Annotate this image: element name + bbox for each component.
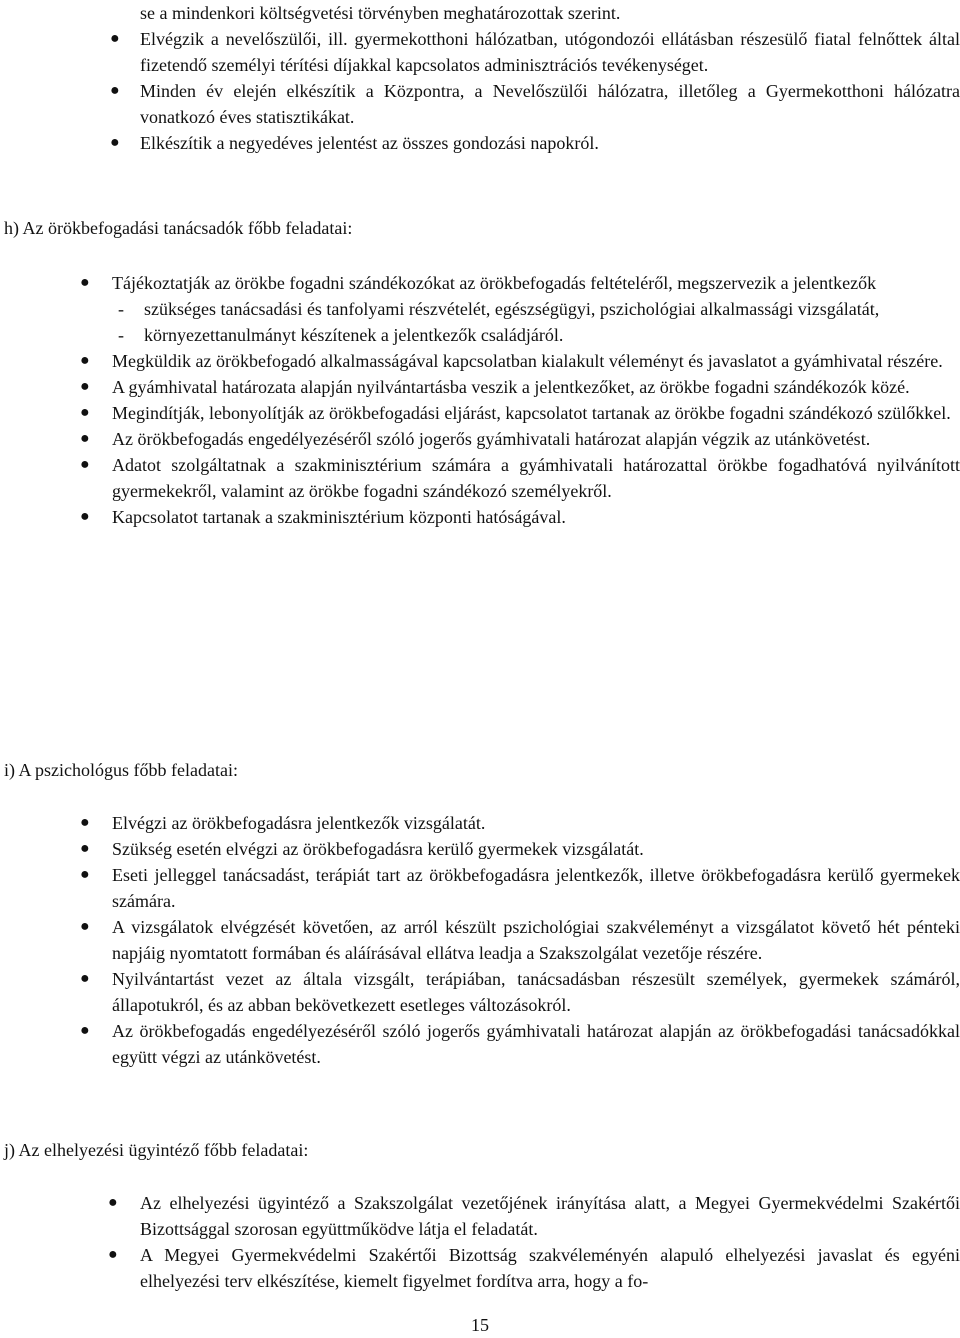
list-item: ● Eseti jelleggel tanácsadást, terápiát tart az örökbefogadásra jelentkezők, illetve örökbefogadásra kerülő gyermekek számára. xyxy=(112,862,960,914)
dash-marker: - xyxy=(118,325,124,345)
list-item: ● Adatot szolgáltatnak a szakminisztérium számára a gyámhivatali határozattal örökbe fogadhatóvá nyilvánított gyermekekről, valamint az örökbe fogadni szándékozó személyekről. xyxy=(112,452,960,504)
list-item: ● Nyilvántartást vezet az általa vizsgált, terápiában, tanácsadásban részesült személyek, gyermekek számáról, állapotukról, és az abban bekövetkezett esetleges változásokról. xyxy=(112,966,960,1018)
list-item: ● Szükség esetén elvégzi az örökbefogadásra kerülő gyermekek vizsgálatát. xyxy=(112,836,960,862)
bullet-icon: ● xyxy=(110,82,120,99)
section-h-list xyxy=(80,270,960,530)
list-item: ● A Megyei Gyermekvédelmi Szakértői Bizottság szakvéleményén alapuló elhelyezési javaslat és egyéni elhelyezési terv elkészítése, kiemelt figyelmet fordítva arra, hogy a fo- xyxy=(140,1242,960,1294)
list-item: ● A gyámhivatal határozata alapján nyilvántartásba veszik a jelentkezőket, az örökbe fogadni szándékozók közé. xyxy=(112,374,960,400)
bullet-icon: ● xyxy=(80,1022,90,1039)
bullet-icon: ● xyxy=(80,404,90,421)
list-item: ● Elvégzik a nevelőszülői, ill. gyermekotthoni hálózatban, utógondozói ellátásban részesülő fiatal felnőttek által fizetendő személyi térítési díjakkal kapcsolatos adminisztrációs tevékenységet. xyxy=(140,26,960,78)
bullet-icon: ● xyxy=(80,840,90,857)
bullet-icon: ● xyxy=(80,508,90,525)
bullet-icon: ● xyxy=(110,30,120,47)
sub-item: - környezettanulmányt készítenek a jelentkezők családjáról. xyxy=(118,322,960,348)
list-item: ● Tájékoztatják az örökbe fogadni szándékozókat az örökbefogadás feltételéről, megszervezik a jelentkezők xyxy=(112,270,960,296)
bullet-icon: ● xyxy=(80,456,90,473)
list-item: ● Az örökbefogadás engedélyezéséről szóló jogerős gyámhivatali határozat alapján végzik az utánkövetést. xyxy=(112,426,960,452)
list-item: ● Megküldik az örökbefogadó alkalmasságával kapcsolatban kialakult véleményt és javaslatot a gyámhivatal részére. xyxy=(112,348,960,374)
list-item: ● Elvégzi az örökbefogadásra jelentkezők vizsgálatát. xyxy=(112,810,960,836)
section-j-list xyxy=(108,1190,960,1294)
list-item: ● Az elhelyezési ügyintéző a Szakszolgálat vezetőjének irányítása alatt, a Megyei Gyermekvédelmi Szakértői Bizottsággal szorosan együttműködve látja el feladatát. xyxy=(140,1190,960,1242)
continuation-block xyxy=(140,0,960,26)
bullet-icon: ● xyxy=(110,134,120,151)
page-number: 15 xyxy=(471,1315,489,1335)
section-i-heading: i) A pszichológus főbb feladatai: xyxy=(4,760,238,780)
bullet-icon: ● xyxy=(80,918,90,935)
list-item: ● Kapcsolatot tartanak a szakminisztérium központi hatóságával. xyxy=(112,504,960,530)
continuation-list xyxy=(110,26,960,156)
bullet-icon: ● xyxy=(80,970,90,987)
continuation-line: se a mindenkori költségvetési törvényben meghatározottak szerint. xyxy=(140,3,621,23)
bullet-icon: ● xyxy=(80,352,90,369)
sub-item: - szükséges tanácsadási és tanfolyami részvételét, egészségügyi, pszichológiai alkalmassági vizsgálatát, xyxy=(118,296,960,322)
list-item: ● Az örökbefogadás engedélyezéséről szóló jogerős gyámhivatali határozat alapján az örökbefogadási tanácsadókkal együtt végzi az utánkövetést. xyxy=(112,1018,960,1070)
bullet-icon: ● xyxy=(80,866,90,883)
list-item: ● Megindítják, lebonyolítják az örökbefogadási eljárást, kapcsolatot tartanak az örökbe fogadni szándékozó szülőkkel. xyxy=(112,400,960,426)
bullet-icon: ● xyxy=(108,1246,118,1263)
bullet-icon: ● xyxy=(80,430,90,447)
dash-marker: - xyxy=(118,299,124,319)
bullet-icon: ● xyxy=(108,1194,118,1211)
bullet-icon: ● xyxy=(80,378,90,395)
list-item: ● A vizsgálatok elvégzését követően, az arról készült pszichológiai szakvéleményt a vizsgálatot követő hét pénteki napjáig nyomtatott formában és aláírásával ellátva leadja a Szakszolgálat vezetője részére. xyxy=(112,914,960,966)
bullet-icon: ● xyxy=(80,274,90,291)
section-i-list xyxy=(80,810,960,1070)
list-item: ● Minden év elején elkészítik a Központra, a Nevelőszülői hálózatra, illetőleg a Gyermekotthoni hálózatra vonatkozó éves statisztikákat. xyxy=(140,78,960,130)
bullet-icon: ● xyxy=(80,814,90,831)
section-h-heading: h) Az örökbefogadási tanácsadók főbb feladatai: xyxy=(4,218,353,238)
section-j-heading: j) Az elhelyezési ügyintéző főbb feladatai: xyxy=(4,1140,309,1160)
list-item: ● Elkészítik a negyedéves jelentést az összes gondozási napokról. xyxy=(140,130,960,156)
